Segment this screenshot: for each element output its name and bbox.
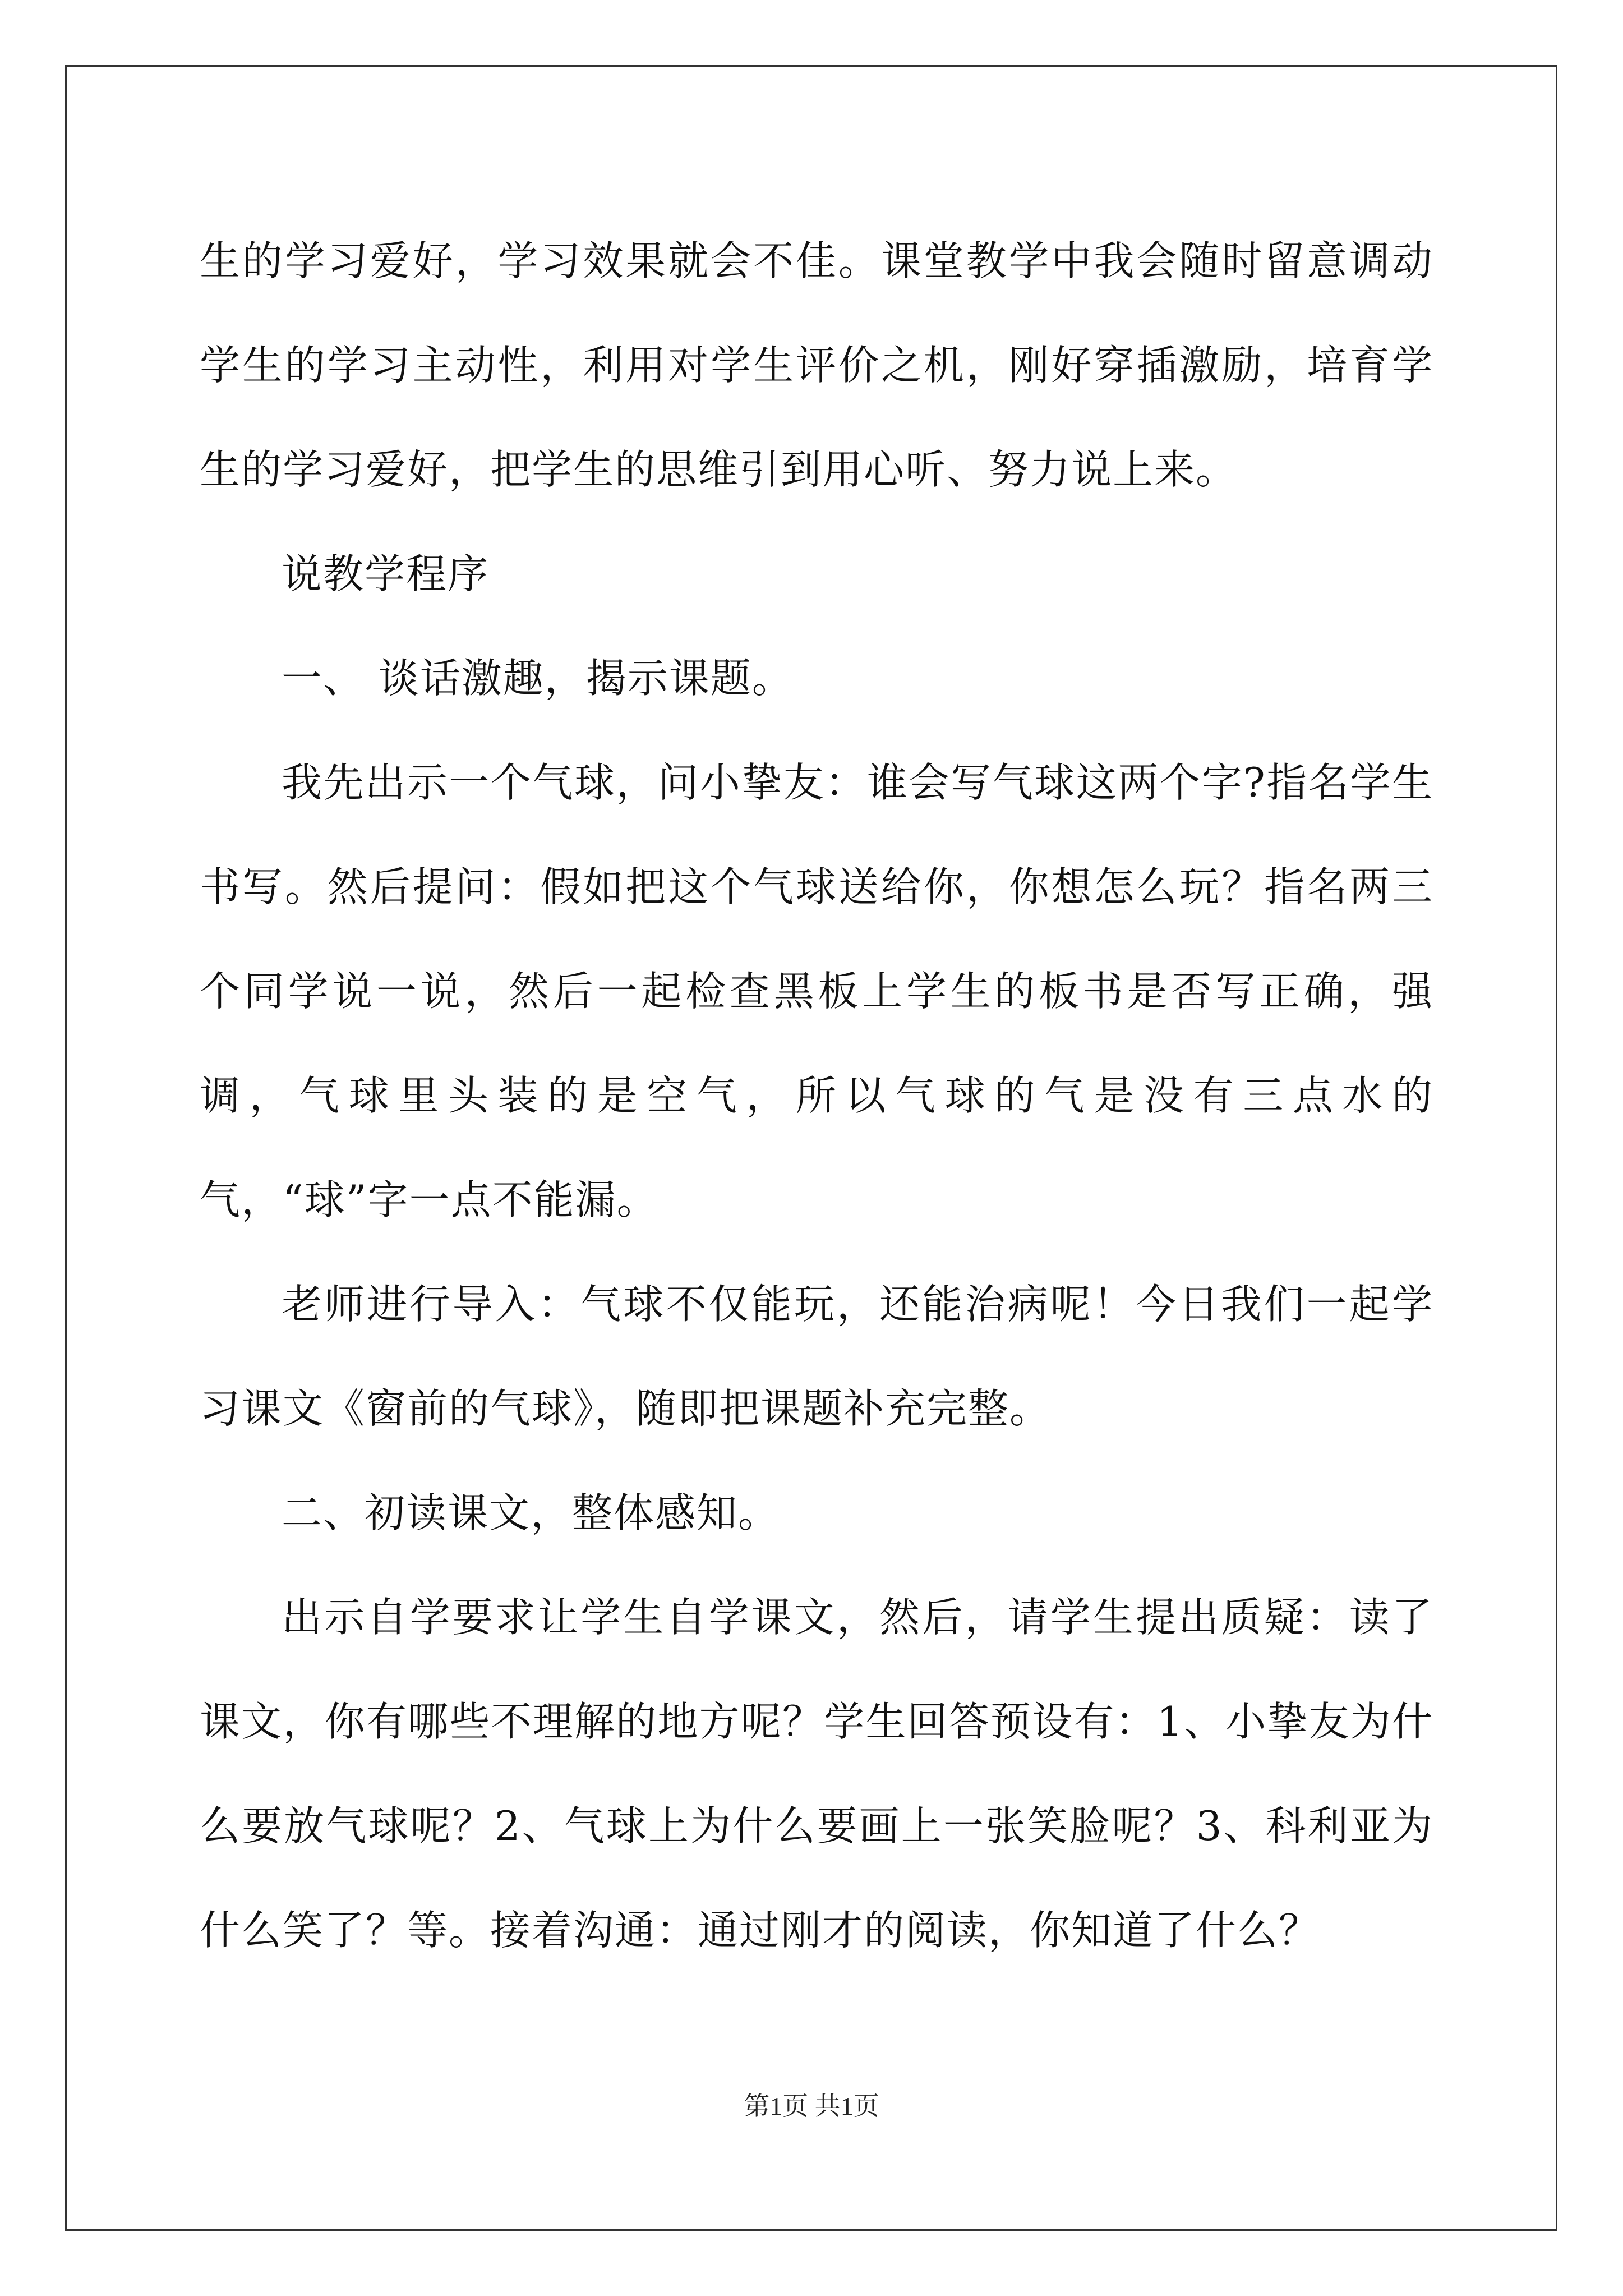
section-heading-teaching-procedure: 说教学程序 [282, 550, 490, 597]
paragraph-balloon-intro: 我先出示一个气球，问小挚友：谁会写气球这两个字?指名学生书写。然后提问：假如把这个气球送给你，你想怎么玩？指名两三个同学说一说，然后一起检查黑板上学生的板书是否写正确，强调，气球里头装的是空气，所以气球的气是没有三点水的气，“球”字一点不能漏。 [200, 759, 1433, 1223]
step-2-heading: 二、初读课文，整体感知。 [282, 1489, 780, 1536]
step-1-heading: 一、 谈话激趣，揭示课题。 [282, 655, 794, 702]
document-body [200, 209, 1433, 1982]
paragraph-1: 生的学习爱好，学习效果就会不佳。课堂教学中我会随时留意调动学生的学习主动性，利用对学生评价之机，刚好穿插激励，培育学生的学习爱好，把学生的思维引到用心听、努力说上来。 [200, 237, 1433, 493]
paragraph-teacher-intro: 老师进行导入：气球不仅能玩，还能治病呢！今日我们一起学习课文《窗前的气球》，随即把课题补充完整。 [200, 1281, 1433, 1432]
page-number-footer: 第1页 共1页 [744, 2092, 879, 2120]
paragraph-self-study: 出示自学要求让学生自学课文，然后，请学生提出质疑：读了课文，你有哪些不理解的地方呢？学生回答预设有：1、小挚友为什么要放气球呢？2、气球上为什么要画上一张笑脸呢？3、科利亚为什么笑了？等。接着沟通：通过刚才的阅读，你知道了什么？ [200, 1594, 1433, 1954]
